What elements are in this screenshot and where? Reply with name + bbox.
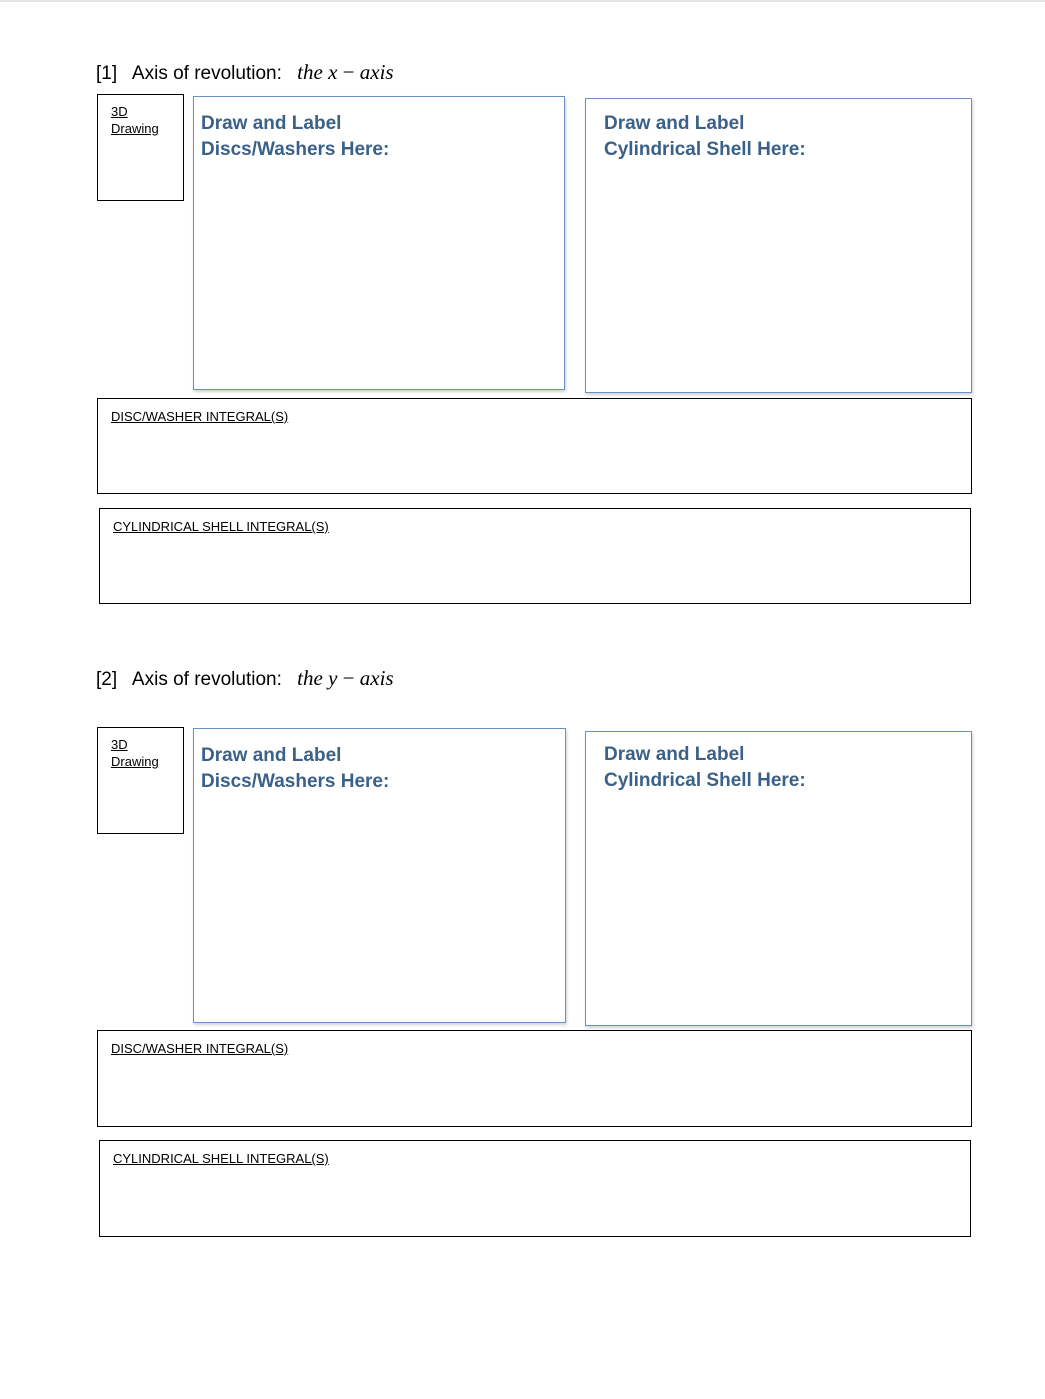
disc-washer-drawing-area[interactable] [193,728,566,1023]
section-number: [2] [96,669,118,690]
cylindrical-shell-drawing-title: Draw and Label Cylindrical Shell Here: [604,113,806,160]
cylindrical-shell-integral-label: CYLINDRICAL SHELL INTEGRAL(S) [113,519,329,534]
3d-drawing-box[interactable] [97,727,184,834]
disc-washer-integral-box[interactable] [97,398,972,494]
cylindrical-shell-drawing-area[interactable] [585,731,972,1026]
section-1-heading [96,60,394,85]
axis-label: Axis of revolution: [131,669,282,690]
disc-washer-integral-label: DISC/WASHER INTEGRAL(S) [111,409,289,424]
3d-drawing-label: 3D Drawing [111,737,159,769]
disc-washer-drawing-title: Draw and Label Discs/Washers Here: [201,745,390,792]
3d-drawing-label: 3D Drawing [111,104,159,136]
cylindrical-shell-integral-label: CYLINDRICAL SHELL INTEGRAL(S) [113,1151,329,1166]
cylindrical-shell-integral-box[interactable] [99,508,971,604]
disc-washer-integral-box[interactable] [97,1030,972,1127]
section-number: [1] [96,63,118,84]
section-2-heading [96,666,394,691]
cylindrical-shell-integral-box[interactable] [99,1140,971,1237]
disc-washer-drawing-title: Draw and Label Discs/Washers Here: [201,113,390,160]
cylindrical-shell-drawing-area[interactable] [585,98,972,393]
disc-washer-integral-label: DISC/WASHER INTEGRAL(S) [111,1041,289,1056]
axis-expression: the y − axis [297,666,394,690]
section-1 [0,0,1045,600]
3d-drawing-box[interactable] [97,94,184,201]
section-2 [0,606,1045,1206]
axis-label: Axis of revolution: [131,63,282,84]
cylindrical-shell-drawing-title: Draw and Label Cylindrical Shell Here: [604,744,806,791]
axis-expression: the x − axis [297,60,394,84]
disc-washer-drawing-area[interactable] [193,96,565,390]
